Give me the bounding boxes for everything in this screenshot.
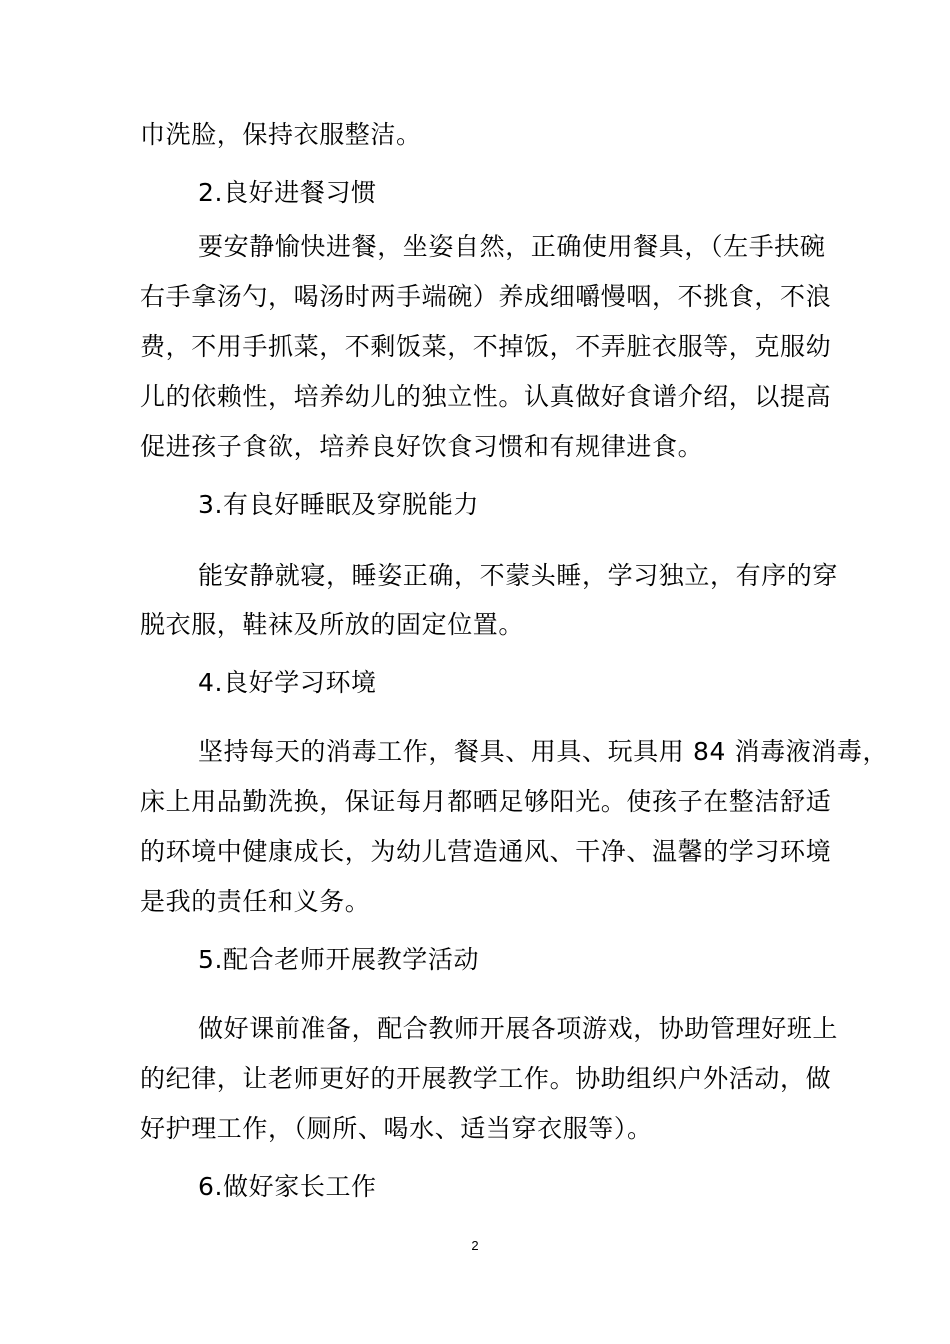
section-heading: 4.良好学习环境 — [198, 668, 377, 697]
paragraph-line: 床上用品勤洗换，保证每月都晒足够阳光。使孩子在整洁舒适 — [140, 787, 832, 816]
paragraph-line: 做好课前准备，配合教师开展各项游戏，协助管理好班上 — [198, 1014, 839, 1043]
section-heading: 2.良好进餐习惯 — [198, 178, 377, 207]
paragraph-line: 好护理工作，（厕所、喝水、适当穿衣服等）。 — [140, 1114, 653, 1143]
paragraph-line: 促进孩子食欲，培养良好饮食习惯和有规律进食。 — [140, 432, 704, 461]
paragraph-line: 的纪律，让老师更好的开展教学工作。协助组织户外活动，做 — [140, 1064, 832, 1093]
section-heading: 6.做好家长工作 — [198, 1172, 377, 1201]
paragraph-line: 费，不用手抓菜，不剩饭菜，不掉饭，不弄脏衣服等，克服幼 — [140, 332, 832, 361]
paragraph-line: 脱衣服，鞋袜及所放的固定位置。 — [140, 610, 525, 639]
section-heading: 3.有良好睡眠及穿脱能力 — [198, 490, 480, 519]
paragraph-line: 坚持每天的消毒工作，餐具、用具、玩具用 84 消毒液消毒， — [198, 737, 889, 766]
page-number: 2 — [471, 1238, 479, 1253]
paragraph-line: 的环境中健康成长，为幼儿营造通风、干净、温馨的学习环境 — [140, 837, 832, 866]
paragraph-line: 要安静愉快进餐，坐姿自然，正确使用餐具，（左手扶碗 — [198, 232, 826, 261]
paragraph-line: 儿的依赖性，培养幼儿的独立性。认真做好食谱介绍，以提高 — [140, 382, 832, 411]
section-heading: 5.配合老师开展教学活动 — [198, 945, 480, 974]
paragraph-line: 右手拿汤勺，喝汤时两手端碗）养成细嚼慢咽，不挑食，不浪 — [140, 282, 832, 311]
paragraph-line: 能安静就寝，睡姿正确，不蒙头睡，学习独立，有序的穿 — [198, 561, 839, 590]
paragraph-line: 巾洗脸，保持衣服整洁。 — [140, 120, 422, 149]
paragraph-line: 是我的责任和义务。 — [140, 887, 371, 916]
